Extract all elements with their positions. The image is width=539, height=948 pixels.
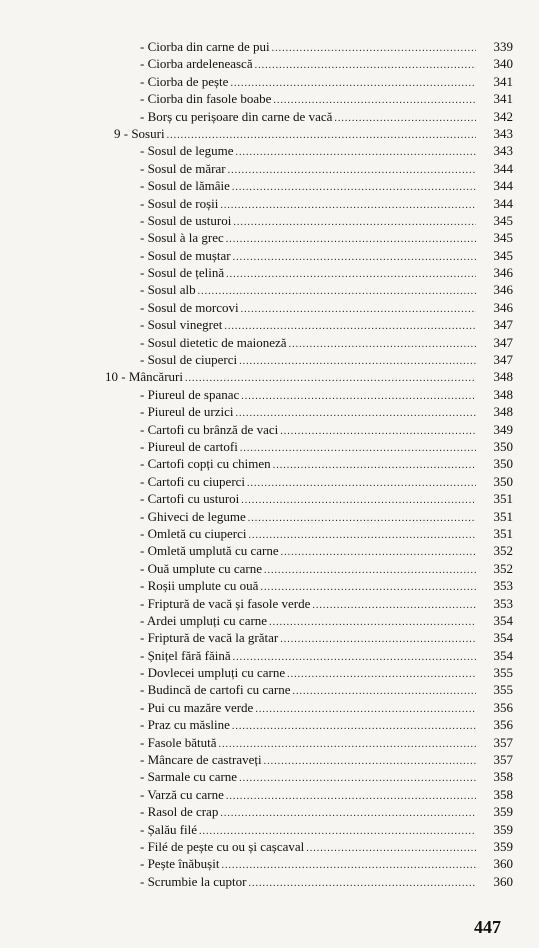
toc-entry-label: - Șalău filé (140, 821, 198, 837)
dot-leader (306, 840, 476, 857)
toc-entry (0, 438, 539, 455)
toc-entry (0, 403, 539, 420)
toc-entry (0, 455, 539, 472)
toc-entry-label: - Ouă umplute cu carne (140, 560, 263, 576)
toc-entry-label: - Ghiveci de legume (140, 508, 246, 524)
dot-leader (221, 857, 476, 874)
toc-entry (0, 681, 539, 698)
toc-entry (0, 212, 539, 229)
dot-leader (247, 475, 476, 492)
toc-entry-page-number: 350 (493, 473, 513, 489)
toc-entry-label: - Friptură de vacă și fasole verde (140, 595, 311, 611)
dot-leader (248, 527, 476, 544)
toc-entry-page-number: 341 (493, 73, 513, 89)
dot-leader (334, 110, 476, 127)
toc-entry-label: - Sosul de țelină (140, 265, 225, 281)
toc-entry (0, 316, 539, 333)
toc-entry (0, 142, 539, 159)
toc-entry-label: - Piureul de cartofi (140, 438, 238, 454)
toc-entry-page-number: 358 (493, 769, 513, 785)
toc-entry-label: - Sosul dietetic de maioneză (140, 334, 287, 350)
dot-leader (241, 301, 476, 318)
toc-entry-page-number: 345 (493, 230, 513, 246)
toc-entry-page-number: 356 (493, 717, 513, 733)
dot-leader (264, 753, 476, 770)
toc-entry (0, 177, 539, 194)
toc-entry-label: - Ciorba de pește (140, 73, 229, 89)
toc-entry-label: - Ciorba din carne de pui (140, 39, 270, 54)
toc-entry (0, 595, 539, 612)
toc-entry-page-number: 360 (493, 873, 513, 889)
toc-entry-page-number: 347 (493, 334, 513, 350)
toc-entry (0, 108, 539, 125)
toc-entry (0, 38, 539, 55)
dot-leader (255, 57, 476, 74)
toc-entry-label: - Sosul de legume (140, 143, 234, 159)
toc-entry-label: - Pește înăbușit (140, 856, 220, 872)
toc-entry-label: - Sosul vinegret (140, 317, 223, 333)
toc-entry (0, 264, 539, 281)
toc-entry-label: - Pui cu mazăre verde (140, 699, 254, 715)
toc-entry (0, 786, 539, 803)
toc-entry-label: - Ardei umpluți cu carne (140, 612, 268, 628)
toc-entry-page-number: 357 (493, 734, 513, 750)
toc-entry (0, 247, 539, 264)
dot-leader (232, 718, 476, 735)
toc-entry-page-number: 342 (493, 108, 513, 124)
toc-entry-label: - Dovlecei umpluți cu carne (140, 665, 286, 681)
toc-entry-label: - Piureul de urzici (140, 404, 234, 420)
dot-leader (232, 179, 476, 196)
toc-entry-page-number: 345 (493, 212, 513, 228)
dot-leader (228, 162, 476, 179)
toc-entry-page-number: 344 (493, 160, 513, 176)
toc-entry (0, 647, 539, 664)
toc-entry (0, 577, 539, 594)
toc-entry-label: - Roșii umplute cu ouă (140, 578, 259, 594)
toc-entry (0, 664, 539, 681)
toc-entry-label: - Cartofi cu usturoi (140, 491, 240, 507)
toc-entry-label: - Cartofi cu ciuperci (140, 473, 246, 489)
dot-leader (312, 597, 476, 614)
toc-entry-label: - Sosul de muștar (140, 247, 231, 263)
toc-entry (0, 560, 539, 577)
dot-leader (272, 40, 476, 57)
toc-entry-page-number: 352 (493, 543, 513, 559)
toc-entry-page-number: 352 (493, 560, 513, 576)
dot-leader (264, 562, 476, 579)
toc-entry (0, 751, 539, 768)
toc-entry (0, 612, 539, 629)
dot-leader (281, 544, 476, 561)
dot-leader (280, 423, 476, 440)
toc-entry-label: - Omletă umplută cu carne (140, 543, 279, 559)
dot-leader (241, 388, 476, 405)
toc-entry-page-number: 360 (493, 856, 513, 872)
dot-leader (269, 614, 476, 631)
toc-entry-label: - Sosul de lămâie (140, 178, 230, 194)
toc-entry-page-number: 355 (493, 665, 513, 681)
toc-entry-label: - Sarmale cu carne (140, 769, 238, 785)
toc-entry-label: - Sosul de morcovi (140, 299, 239, 315)
toc-entry-label: - Sosul de roșii (140, 195, 219, 211)
toc-entry-page-number: 344 (493, 195, 513, 211)
toc-entry-label: 9 - Sosuri (114, 125, 165, 141)
toc-entry-page-number: 347 (493, 352, 513, 368)
page-number: 447 (474, 917, 501, 937)
toc-entry (0, 195, 539, 212)
toc-entry (0, 855, 539, 872)
dot-leader (239, 770, 476, 787)
toc-entry (0, 508, 539, 525)
toc-entry (0, 281, 539, 298)
toc-entry-page-number: 344 (493, 178, 513, 194)
toc-entry-page-number: 350 (493, 438, 513, 454)
toc-entry-page-number: 346 (493, 299, 513, 315)
toc-entry (0, 542, 539, 559)
toc-entry (0, 699, 539, 716)
toc-entry-page-number: 345 (493, 247, 513, 263)
toc-entry-page-number: 346 (493, 265, 513, 281)
toc-entry-page-number: 359 (493, 804, 513, 820)
toc-entry-page-number: 356 (493, 699, 513, 715)
toc-entry-page-number: 354 (493, 612, 513, 628)
toc-entry-page-number: 354 (493, 647, 513, 663)
toc-entry-label: - Filé de pește cu ou și cașcaval (140, 838, 305, 854)
dot-leader (239, 353, 476, 370)
toc-entry-page-number: 348 (493, 369, 513, 385)
toc-entry (0, 55, 539, 72)
dot-leader (233, 214, 476, 231)
toc-entry-label: - Sosul alb (140, 282, 196, 298)
toc-entry-label: - Praz cu măsline (140, 717, 230, 733)
toc-entry-label: - Rasol de crap (140, 804, 219, 820)
dot-leader (287, 666, 476, 683)
toc-entry-page-number: 354 (493, 630, 513, 646)
toc-entry-page-number: 346 (493, 282, 513, 298)
toc-entry (0, 351, 539, 368)
toc-entry-page-number: 351 (493, 525, 513, 541)
dot-leader (233, 249, 476, 266)
toc-section-heading (0, 125, 539, 142)
dot-leader (289, 336, 476, 353)
toc-entry-page-number: 359 (493, 821, 513, 837)
toc-entry-page-number: 343 (493, 125, 513, 141)
toc-entry-label: - Varză cu carne (140, 786, 224, 802)
toc-entry-page-number: 348 (493, 386, 513, 402)
dot-leader (280, 631, 476, 648)
toc-entry-label: - Ciorba din fasole boabe (140, 91, 272, 107)
toc-entry-label: - Sosul de mărar (140, 160, 226, 176)
toc-entry (0, 90, 539, 107)
dot-leader (248, 510, 476, 527)
toc-entry (0, 803, 539, 820)
toc-entry (0, 334, 539, 351)
dot-leader (255, 701, 476, 718)
toc-entry (0, 838, 539, 855)
toc-entry (0, 525, 539, 542)
toc-entry-label: - Șnițel fără făină (140, 647, 231, 663)
dot-leader (226, 788, 476, 805)
toc-entry-page-number: 353 (493, 578, 513, 594)
toc-entry-label: - Scrumbie la cuptor (140, 873, 247, 889)
toc-entry (0, 768, 539, 785)
toc-entry-page-number: 341 (493, 91, 513, 107)
toc-entry (0, 490, 539, 507)
toc-entry (0, 873, 539, 890)
toc-entry-page-number: 358 (493, 786, 513, 802)
toc-entry-page-number: 343 (493, 143, 513, 159)
toc-section-heading (0, 368, 539, 385)
toc-entry (0, 160, 539, 177)
toc-entry-page-number: 350 (493, 456, 513, 472)
dot-leader (220, 805, 476, 822)
toc-entry-label: - Piureul de spanac (140, 386, 240, 402)
toc-entry-page-number: 357 (493, 752, 513, 768)
dot-leader (220, 197, 476, 214)
toc-entry-page-number: 355 (493, 682, 513, 698)
toc-entry (0, 299, 539, 316)
toc-entry-page-number: 348 (493, 404, 513, 420)
dot-leader (273, 457, 476, 474)
dot-leader (226, 266, 476, 283)
toc-entry (0, 229, 539, 246)
toc-entry-page-number: 349 (493, 421, 513, 437)
toc-entry-label: - Omletă cu ciuperci (140, 525, 247, 541)
toc-entry (0, 734, 539, 751)
dot-leader (236, 144, 476, 161)
toc-entry-label: - Budincă de cartofi cu carne (140, 682, 291, 698)
toc-entry (0, 421, 539, 438)
dot-leader (293, 683, 476, 700)
toc-entry (0, 629, 539, 646)
toc-entry-page-number: 353 (493, 595, 513, 611)
toc-entry-page-number: 347 (493, 317, 513, 333)
dot-leader (240, 440, 476, 457)
toc-entry (0, 473, 539, 490)
toc-entry-label: - Friptură de vacă la grătar (140, 630, 279, 646)
dot-leader (249, 875, 477, 892)
toc-entry-label: - Mâncare de castraveți (140, 752, 262, 768)
toc-entry (0, 386, 539, 403)
toc-entry-label: - Cartofi copți cu chimen (140, 456, 271, 472)
toc-entry-page-number: 351 (493, 491, 513, 507)
dot-leader (198, 283, 476, 300)
toc-entry-page-number: 351 (493, 508, 513, 524)
toc-entry-label: 10 - Mâncăruri (105, 369, 183, 385)
toc-entry-page-number: 359 (493, 838, 513, 854)
toc-entry (0, 821, 539, 838)
toc-entry-label: - Sosul de ciuperci (140, 352, 238, 368)
toc-entry (0, 716, 539, 733)
toc-entry-label: - Cartofi cu brânză de vaci (140, 421, 279, 437)
table-of-contents (0, 38, 539, 890)
toc-entry-label: - Ciorba ardelenească (140, 56, 253, 72)
toc-entry-page-number: 340 (493, 56, 513, 72)
toc-entry-label: - Sosul à la grec (140, 230, 224, 246)
toc-entry-page-number: 339 (493, 39, 513, 54)
dot-leader (241, 492, 476, 509)
toc-entry (0, 73, 539, 90)
toc-entry-label: - Borș cu perișoare din carne de vacă (140, 108, 333, 124)
toc-entry-label: - Fasole bătută (140, 734, 217, 750)
dot-leader (226, 231, 476, 248)
toc-entry-label: - Sosul de usturoi (140, 212, 232, 228)
